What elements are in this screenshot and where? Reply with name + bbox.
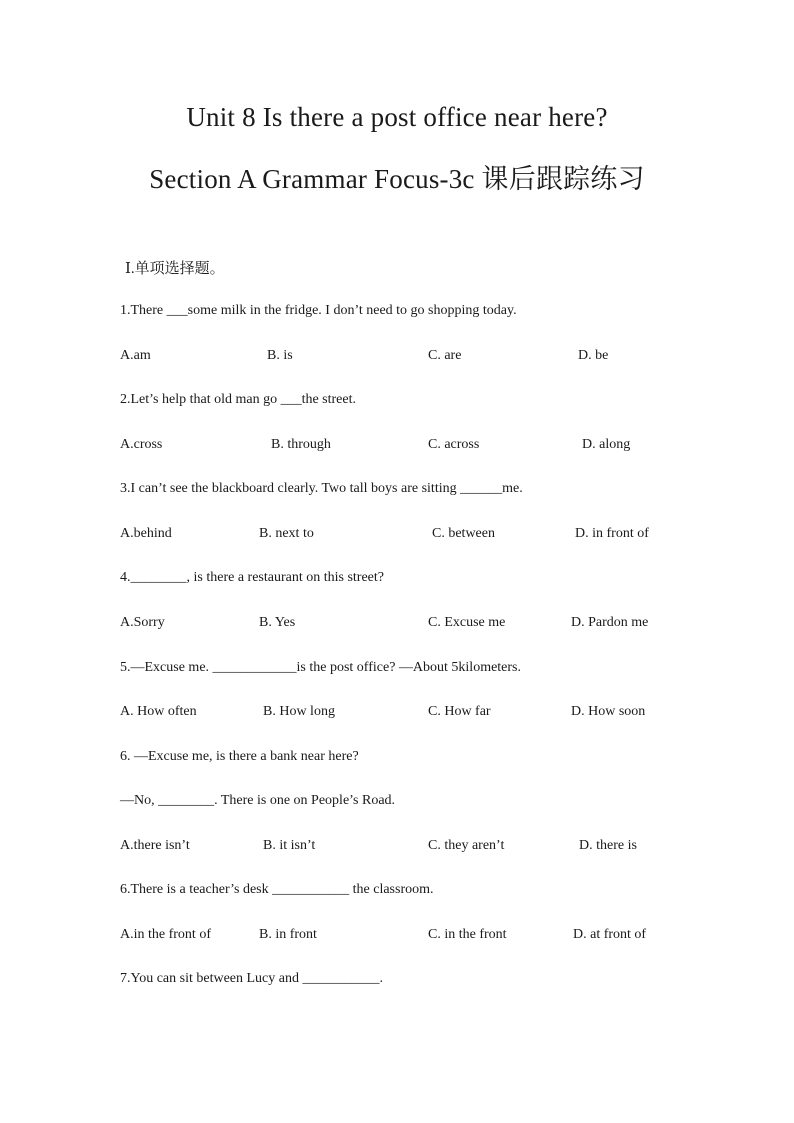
question-6b-option-c[interactable]: C. in the front [428,927,507,942]
question-6b-option-d[interactable]: D. at front of [573,927,647,942]
question-6-stem: 6. —Excuse me, is there a bank near here? [120,749,359,764]
question-5-option-a[interactable]: A. How often [120,704,197,719]
question-3-option-d[interactable]: D. in front of [575,526,649,541]
section-heading: Ⅰ.单项选择题。 [125,261,225,277]
question-3-option-c[interactable]: C. between [432,526,495,541]
question-5-option-b[interactable]: B. How long [263,704,335,719]
question-6-option-d[interactable]: D. there is [579,838,637,853]
question-1-option-c[interactable]: C. are [428,348,462,363]
question-5-option-c[interactable]: C. How far [428,704,491,719]
question-6-option-b[interactable]: B. it isn’t [263,838,316,853]
title-line-2: Section A Grammar Focus-3c 课后跟踪练习 [149,164,645,194]
question-6b-option-b[interactable]: B. in front [259,927,317,942]
question-2-stem: 2.Let’s help that old man go ___the street. [120,392,357,407]
question-5-option-d[interactable]: D. How soon [571,704,646,719]
question-6-option-a[interactable]: A.there isn’t [120,838,190,853]
question-5-stem: 5.—Excuse me. ____________is the post office? —About 5kilometers. [120,660,522,675]
question-4-stem: 4.________, is there a restaurant on this street? [120,570,384,585]
question-4-option-d[interactable]: D. Pardon me [571,615,649,630]
question-3-option-a[interactable]: A.behind [120,526,172,541]
question-4-option-a[interactable]: A.Sorry [120,615,165,630]
question-1-option-d[interactable]: D. be [578,348,609,363]
question-2-option-d[interactable]: D. along [582,437,631,452]
question-6-option-c[interactable]: C. they aren’t [428,838,505,853]
question-7-stem: 7.You can sit between Lucy and ___________. [120,971,383,986]
question-6b-stem: 6.There is a teacher’s desk ___________ the classroom. [120,882,434,897]
question-3-stem: 3.I can’t see the blackboard clearly. Two tall boys are sitting ______me. [120,481,523,496]
question-2-option-c[interactable]: C. across [428,437,480,452]
question-4-option-c[interactable]: C. Excuse me [428,615,506,630]
question-6b-option-a[interactable]: A.in the front of [120,927,211,942]
question-2-option-a[interactable]: A.cross [120,437,163,452]
question-2-option-b[interactable]: B. through [271,437,331,452]
question-6-stem-line-2: —No, ________. There is one on People’s Road. [120,793,396,808]
question-3-option-b[interactable]: B. next to [259,526,314,541]
question-4-option-b[interactable]: B. Yes [259,615,296,630]
question-1-option-a[interactable]: A.am [120,348,151,363]
title-line-1: Unit 8 Is there a post office near here? [186,102,608,132]
question-1-option-b[interactable]: B. is [267,348,293,363]
question-1-stem: 1.There ___some milk in the fridge. I don’t need to go shopping today. [120,303,517,318]
